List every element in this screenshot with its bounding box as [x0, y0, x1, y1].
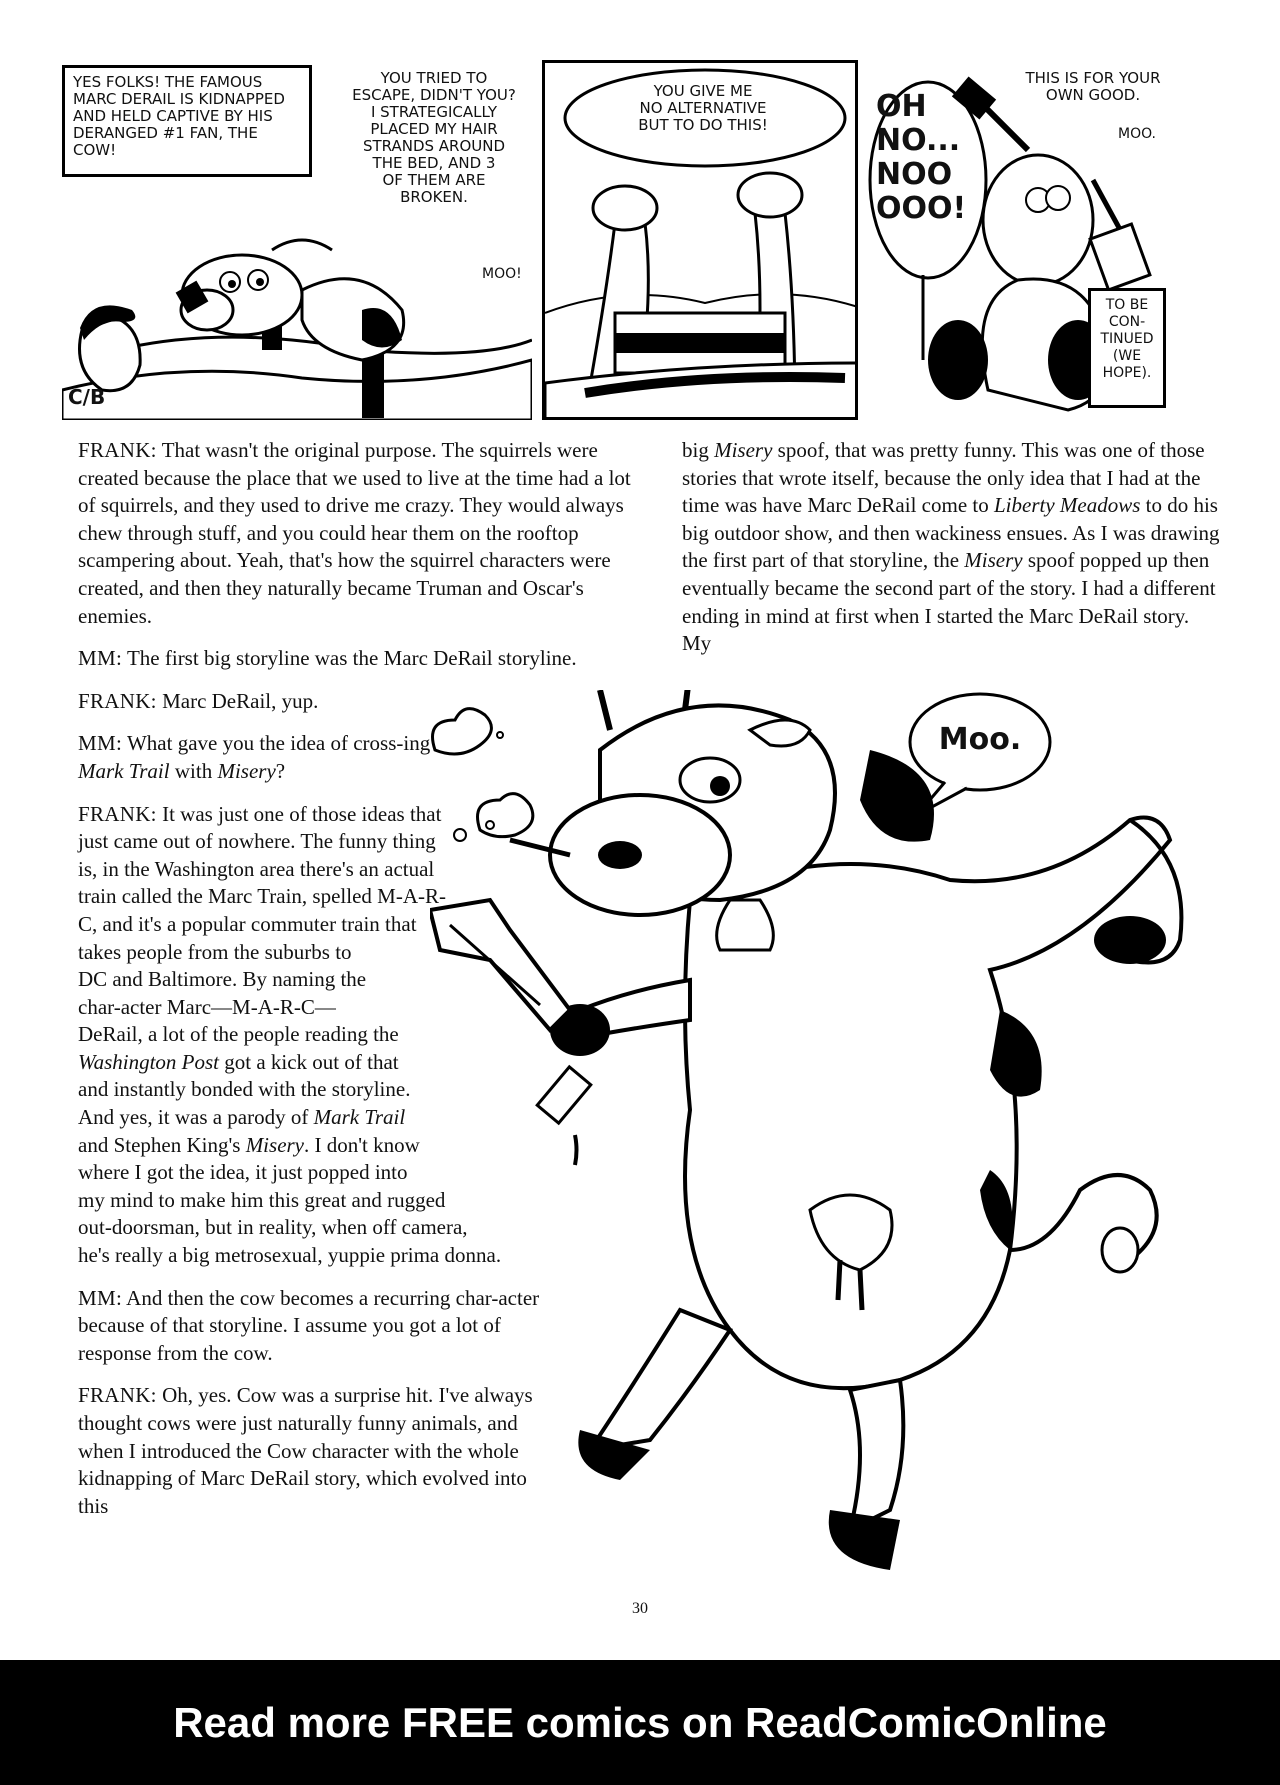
speaker-label: MM: — [78, 646, 123, 671]
cow-speech-balloon-1: YOU TRIED TO ESCAPE, DIDN'T YOU? I STRATEGICALLY PLACED MY HAIR STRANDS AROUND THE BED, AND 3 OF THEM ARE BROKEN. — [352, 69, 516, 206]
comic-strip — [62, 60, 1170, 420]
title-washington-post: Washington Post — [78, 1049, 219, 1074]
article-paragraph — [78, 1382, 533, 1520]
cow-speech-balloon-2: YOU GIVE ME NO ALTERNATIVE BUT TO DO THIS! — [638, 82, 768, 134]
title-misery: Misery — [714, 438, 773, 462]
paragraph-text: spoof popped up then eventually became the second part of the story. I had a different ending in mind at first when I started the Marc DeRail story. My — [682, 548, 1216, 656]
paragraph-text: to do his big outdoor show, and then wackiness ensues. As I was drawing the first part of that storyline, the — [682, 493, 1220, 573]
speaker-label: MM: — [78, 1285, 123, 1310]
article-column-right — [682, 437, 1222, 673]
speaker-label: FRANK: — [78, 438, 157, 462]
to-be-continued-text: TO BE CON-TINUED (WE HOPE). — [1100, 297, 1154, 381]
comic-panel-1 — [62, 60, 532, 420]
paragraph-text: Marc DeRail, yup. — [156, 688, 319, 713]
article-paragraph — [682, 437, 1222, 658]
narration-caption — [62, 65, 312, 177]
article-paragraph — [78, 801, 633, 1270]
paragraph-text: The first big storyline was the Marc DeRail storyline. — [122, 646, 577, 671]
article-paragraph — [78, 688, 633, 716]
article-column-left — [78, 437, 633, 1535]
article-paragraph — [78, 1285, 568, 1368]
paragraph-text: . I don't know where I got the idea, it just popped into my mind to make him this great and rugged out-doorsman, but in reality, when off camera, he's really a big metrosexual, yuppie prima donna. — [78, 1132, 502, 1268]
comic-panel-3 — [868, 60, 1170, 420]
moo-sound-effect-2: MOO. — [1118, 126, 1157, 142]
article-paragraph — [78, 645, 633, 673]
title-liberty-meadows: Liberty Meadows — [993, 493, 1141, 518]
article-paragraph — [78, 437, 633, 630]
cow-speech-balloon-3: THIS IS FOR YOUR OWN GOOD. — [1025, 69, 1161, 104]
title-mark-trail: Mark Trail — [78, 758, 170, 783]
paragraph-text: ? — [275, 758, 286, 783]
paragraph-text: It was just one of those ideas that just came out of nowhere. The funny thing is, in the Washington area there's an actual train called the Marc Train, spelled M-A-R-C, and it's a popular commuter train that takes people from the suburbs to DC and Baltimore. By naming the char-acter Marc—M-A-R-C—DeRail, a lot of the people reading the — [78, 801, 446, 1047]
title-misery: Misery — [245, 1132, 305, 1157]
speaker-label: MM: — [78, 731, 123, 756]
paragraph-text: Oh, yes. Cow was a surprise hit. I've always thought cows were just naturally funny animals, and when I introduced the Cow character with the whole kidnapping of Marc DeRail story, which evolved into this — [78, 1383, 533, 1518]
title-misery: Misery — [217, 758, 276, 783]
paragraph-text: and Stephen King's — [78, 1132, 246, 1157]
paragraph-text: And then the cow becomes a recurring char-acter because of that storyline. I assume you got a lot of response from the cow. — [78, 1285, 540, 1365]
page-number: 30 — [632, 1600, 648, 1617]
narration-caption-text: YES FOLKS! THE FAMOUS MARC DERAIL IS KIDNAPPED AND HELD CAPTIVE BY HIS DERANGED #1 FAN, THE COW! — [73, 73, 285, 159]
speaker-label: FRANK: — [78, 801, 157, 826]
speaker-label: FRANK: — [78, 1383, 157, 1408]
marc-scream-balloon: OH NO... NOO OOO! — [876, 89, 967, 226]
promo-banner-text: Read more FREE comics on ReadComicOnline — [173, 1698, 1107, 1746]
paragraph-text: got a kick out of that and instantly bonded with the storyline. And yes, it was a parody of — [78, 1049, 411, 1130]
paragraph-text: That wasn't the original purpose. The squirrels were created because the place that we used to live at the time had a lot of squirrels, and they used to drive me crazy. They would always chew through stuff, and you could hear them on the rooftop scampering about. Yeah, that's how the squirrel characters were created, and then they naturally became Truman and Oscar's enemies. — [78, 438, 631, 628]
comic-panel-2 — [542, 60, 858, 420]
paragraph-text: big — [682, 438, 715, 462]
to-be-continued-caption — [1088, 288, 1166, 408]
title-mark-trail: Mark Trail — [313, 1105, 406, 1130]
paragraph-text: with — [169, 758, 218, 783]
speaker-label: FRANK: — [78, 688, 157, 713]
paragraph-text: What gave you the idea of cross-ing — [122, 731, 431, 756]
artist-signature: C/B — [68, 385, 106, 409]
promo-banner[interactable] — [0, 1660, 1280, 1785]
article-paragraph — [78, 730, 473, 785]
moo-sound-effect: MOO! — [482, 266, 522, 282]
moo-balloon-text: Moo. — [938, 722, 1022, 757]
paragraph-text: spoof, that was pretty funny. This was one of those stories that wrote itself, because the only idea that I had at the time was have Marc DeRail come to — [682, 438, 1205, 518]
title-misery: Misery — [964, 548, 1023, 573]
